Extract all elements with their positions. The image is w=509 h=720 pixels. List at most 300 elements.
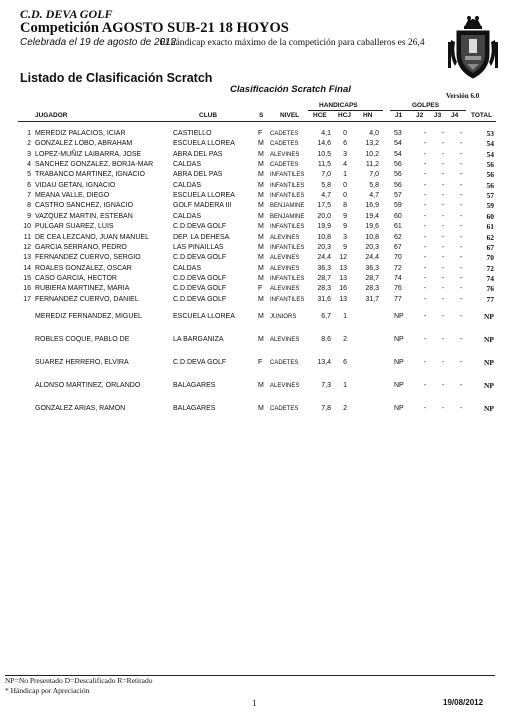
cell-j3: - xyxy=(441,405,445,412)
cell-num: 1 xyxy=(27,130,31,137)
cell-hn: 20,3 xyxy=(365,243,379,251)
cell-sex: F xyxy=(258,285,263,293)
cell-hce: 10,8 xyxy=(317,233,331,241)
cell-sex: F xyxy=(258,130,263,137)
cell-sex: M xyxy=(258,181,264,189)
cell-j2: - xyxy=(423,264,427,272)
cell-num: 4 xyxy=(27,161,31,169)
cell-club: DEP. LA DEHESA xyxy=(173,233,230,241)
col-header-hcj: HCJ xyxy=(338,112,352,119)
cell-name: VAZQUEZ MARTIN, ESTEBAN xyxy=(35,212,133,220)
cell-hcj: 6 xyxy=(343,140,347,148)
cell-j1: 57 xyxy=(394,192,402,200)
cell-nivel: INFANTILES xyxy=(270,244,305,251)
table-row xyxy=(0,150,509,160)
cell-j3: - xyxy=(441,359,445,366)
cell-j1: NP xyxy=(394,359,404,366)
cell-hn: 28,3 xyxy=(365,285,379,293)
cell-hcj: 0 xyxy=(343,181,347,189)
cell-sex: M xyxy=(258,202,264,210)
table-row xyxy=(0,233,509,243)
cell-hcj: 13 xyxy=(339,295,347,303)
cell-j1: 56 xyxy=(394,181,402,189)
cell-hn: 28,7 xyxy=(365,274,379,282)
cell-nivel: INFANTILES xyxy=(270,172,305,179)
cell-j1: 54 xyxy=(394,150,402,158)
cell-j4: - xyxy=(459,274,463,282)
cell-hn: 4,0 xyxy=(369,130,379,137)
cell-j2: - xyxy=(423,140,427,148)
cell-club: ABRA DEL PAS xyxy=(173,171,223,179)
cell-nivel: ALEVINES xyxy=(270,337,300,343)
cell-club: C.D.DEVA GOLF xyxy=(173,274,227,282)
club-name: C.D. DEVA GOLF xyxy=(20,7,113,21)
cell-hce: 4,7 xyxy=(321,192,331,200)
col-header-total: TOTAL xyxy=(471,112,493,119)
cell-name: ROALES GONZALEZ, OSCAR xyxy=(35,264,132,272)
table-row xyxy=(0,139,509,149)
cell-club: CASTIELLO xyxy=(173,130,212,137)
cell-num: 9 xyxy=(27,212,31,220)
cell-name: LOPEZ-MUÑIZ LAIBARRA, JOSE xyxy=(35,150,142,158)
cell-hn: 10,2 xyxy=(365,150,379,158)
handicaps-group-rule xyxy=(308,110,383,111)
cell-hce: 20,0 xyxy=(317,212,331,220)
cell-j1: NP xyxy=(394,336,404,343)
cell-sex: M xyxy=(258,274,264,282)
cell-nivel: ALEVINES xyxy=(270,265,300,272)
cell-j2: - xyxy=(423,130,427,137)
cell-j4: - xyxy=(459,243,463,251)
cell-hce: 6,7 xyxy=(321,313,331,320)
cell-hn: 36,3 xyxy=(365,264,379,272)
competition-title: Competición AGOSTO SUB-21 18 HOYOS xyxy=(20,20,289,36)
cell-j1: NP xyxy=(394,313,404,320)
cell-j2: - xyxy=(423,336,427,343)
cell-j2: - xyxy=(423,233,427,241)
cell-j3: - xyxy=(441,150,445,158)
table-row xyxy=(0,404,509,414)
cell-nivel: CADETES xyxy=(270,131,299,137)
cell-nivel: ALEVINES xyxy=(270,383,300,389)
cell-j4: - xyxy=(459,254,463,262)
table-row xyxy=(0,222,509,232)
cell-j1: 67 xyxy=(394,243,402,251)
golpes-group-rule xyxy=(390,110,466,111)
cell-name: FERNANDEZ CUERVO, DANIEL xyxy=(35,295,139,303)
cell-hce: 17,5 xyxy=(317,202,331,210)
cell-j1: 74 xyxy=(394,274,402,282)
cell-name: FERNANDEZ CUERVO, SERGIO xyxy=(35,254,141,262)
cell-name: TRABANCO MARTINEZ, IGNACIO xyxy=(35,171,145,179)
cell-j4: - xyxy=(459,223,463,231)
cell-hce: 14,6 xyxy=(317,140,331,148)
cell-nivel: CADETES xyxy=(270,141,299,148)
col-header-hce: HCE xyxy=(313,112,327,119)
col-header-j2: J2 xyxy=(416,112,424,119)
cell-total: 57 xyxy=(486,191,494,201)
cell-total: NP xyxy=(484,312,494,321)
cell-total: 56 xyxy=(486,180,494,190)
cell-num: 13 xyxy=(23,254,31,262)
cell-j3: - xyxy=(441,264,445,272)
cell-j4: - xyxy=(459,150,463,158)
cell-club: CALDAS xyxy=(173,212,202,220)
cell-j2: - xyxy=(423,171,427,179)
cell-total: 77 xyxy=(486,294,494,304)
cell-j3: - xyxy=(441,171,445,179)
cell-j2: - xyxy=(423,295,427,303)
cell-name: CASTRO SANCHEZ, IGNACIO xyxy=(35,202,134,210)
cell-club: ESCUELA LLOREA xyxy=(173,140,235,148)
cell-hn: 16,9 xyxy=(365,202,379,210)
cell-j4: - xyxy=(459,405,463,412)
cell-hcj: 9 xyxy=(343,212,347,220)
col-header-nivel: NIVEL xyxy=(280,112,300,119)
cell-j2: - xyxy=(423,202,427,210)
classification-subtitle: Clasificación Scratch Final xyxy=(230,84,351,95)
cell-total: 61 xyxy=(486,222,494,232)
table-row xyxy=(0,312,509,322)
cell-hn: 11,2 xyxy=(365,161,379,169)
cell-name: GONZALEZ ARIAS, RAMON xyxy=(35,405,126,412)
cell-club: C.D.DEVA GOLF xyxy=(173,295,227,303)
max-handicap-note: El hándicap exacto máximo de la competición para caballeros es 26,4 xyxy=(160,38,425,48)
cell-name: CASO GARCIA, HECTOR xyxy=(35,274,117,282)
cell-num: 11 xyxy=(23,233,31,241)
cell-j3: - xyxy=(441,192,445,200)
cell-hcj: 13 xyxy=(339,274,347,282)
table-row xyxy=(0,253,509,263)
cell-nivel: JUNIORS xyxy=(270,314,297,320)
cell-j2: - xyxy=(423,243,427,251)
cell-nivel: CADETES xyxy=(270,406,299,412)
cell-j4: - xyxy=(459,161,463,169)
col-header-j4: J4 xyxy=(451,112,459,119)
cell-j4: - xyxy=(459,181,463,189)
cell-hn: 19,6 xyxy=(365,223,379,231)
cell-sex: M xyxy=(258,233,264,241)
cell-sex: M xyxy=(258,243,264,251)
cell-hcj: 1 xyxy=(343,382,347,389)
cell-hcj: 3 xyxy=(343,233,347,241)
cell-club: CALDAS xyxy=(173,181,202,189)
cell-club: ABRA DEL PAS xyxy=(173,150,223,158)
cell-sex: F xyxy=(258,359,263,366)
cell-club: GOLF MADERA III xyxy=(173,202,232,210)
table-row xyxy=(0,295,509,305)
cell-total: 56 xyxy=(486,160,494,170)
cell-hcj: 2 xyxy=(343,336,347,343)
cell-nivel: ALEVINES xyxy=(270,255,300,262)
cell-club: LAS PINAILLAS xyxy=(173,243,224,251)
cell-hce: 5,8 xyxy=(321,181,331,189)
cell-num: 15 xyxy=(23,274,31,282)
cell-nivel: INFANTILES xyxy=(270,275,305,282)
cell-hcj: 3 xyxy=(343,150,347,158)
cell-j4: - xyxy=(459,336,463,343)
cell-j1: 56 xyxy=(394,171,402,179)
cell-j1: 53 xyxy=(394,130,402,137)
cell-j3: - xyxy=(441,382,445,389)
cell-sex: M xyxy=(258,264,264,272)
cell-j4: - xyxy=(459,264,463,272)
cell-name: MEREDIZ FERNANDEZ, MIGUEL xyxy=(35,313,142,320)
cell-club: LA BARGANIZA xyxy=(173,336,224,343)
cell-j1: 59 xyxy=(394,202,402,210)
cell-total: 70 xyxy=(486,253,494,263)
cell-hcj: 16 xyxy=(339,285,347,293)
cell-nivel: ALEVINES xyxy=(270,286,300,293)
cell-hcj: 9 xyxy=(343,243,347,251)
table-row xyxy=(0,243,509,253)
cell-j3: - xyxy=(441,181,445,189)
cell-j2: - xyxy=(423,359,427,366)
cell-j4: - xyxy=(459,202,463,210)
cell-hcj: 0 xyxy=(343,130,347,137)
cell-hce: 28,3 xyxy=(317,285,331,293)
col-header-sexo: S xyxy=(259,112,264,119)
cell-hce: 13,4 xyxy=(317,359,331,366)
cell-j4: - xyxy=(459,192,463,200)
cell-hcj: 13 xyxy=(339,264,347,272)
cell-name: SUAREZ HERRERO, ELVIRA xyxy=(35,359,129,366)
cell-j4: - xyxy=(459,140,463,148)
cell-sex: M xyxy=(258,161,264,169)
table-row xyxy=(0,181,509,191)
club-crest-logo xyxy=(447,12,499,84)
cell-hcj: 1 xyxy=(343,313,347,320)
cell-num: 7 xyxy=(27,192,31,200)
cell-hn: 10,8 xyxy=(365,233,379,241)
cell-j4: - xyxy=(459,295,463,303)
cell-nivel: ALEVINES xyxy=(270,151,300,158)
cell-name: VIDAU GETAN, IGNACIO xyxy=(35,181,116,189)
cell-hce: 20,3 xyxy=(317,243,331,251)
cell-j2: - xyxy=(423,223,427,231)
handicaps-group-header: HANDICAPS xyxy=(319,102,358,109)
cell-club: ESCUELA LLOREA xyxy=(173,313,235,320)
cell-j1: NP xyxy=(394,382,404,389)
cell-club: ESCUELA LLOREA xyxy=(173,192,235,200)
cell-hce: 4,1 xyxy=(321,130,331,137)
cell-j3: - xyxy=(441,285,445,293)
cell-nivel: INFANTILES xyxy=(270,224,305,231)
cell-hn: 19,4 xyxy=(365,212,379,220)
cell-num: 5 xyxy=(27,171,31,179)
cell-j2: - xyxy=(423,192,427,200)
cell-total: 74 xyxy=(486,273,494,283)
cell-name: ALONSO MARTINEZ, ORLANDO xyxy=(35,382,141,389)
cell-j1: 70 xyxy=(394,254,402,262)
cell-name: GARCIA SERRANO, PEDRO xyxy=(35,243,127,251)
cell-nivel: CADETES xyxy=(270,360,299,366)
cell-hcj: 1 xyxy=(343,171,347,179)
cell-num: 14 xyxy=(23,264,31,272)
cell-hn: 24,4 xyxy=(365,254,379,262)
cell-hcj: 0 xyxy=(343,192,347,200)
cell-num: 8 xyxy=(27,202,31,210)
cell-sex: M xyxy=(258,212,264,220)
cell-j3: - xyxy=(441,130,445,137)
table-row xyxy=(0,284,509,294)
table-row xyxy=(0,335,509,345)
cell-j1: 72 xyxy=(394,264,402,272)
cell-j2: - xyxy=(423,382,427,389)
cell-hce: 7,0 xyxy=(321,171,331,179)
cell-nivel: INFANTILES xyxy=(270,182,305,189)
cell-j3: - xyxy=(441,295,445,303)
cell-hn: 4,7 xyxy=(369,192,379,200)
table-row xyxy=(0,160,509,170)
cell-nivel: BENJAMINE xyxy=(270,213,305,220)
cell-total: 53 xyxy=(486,129,494,138)
cell-num: 17 xyxy=(23,295,31,303)
cell-num: 16 xyxy=(23,285,31,293)
cell-hcj: 8 xyxy=(343,202,347,210)
cell-j2: - xyxy=(423,285,427,293)
cell-num: 10 xyxy=(23,223,31,231)
cell-j2: - xyxy=(423,274,427,282)
cell-j1: 60 xyxy=(394,212,402,220)
cell-sex: M xyxy=(258,171,264,179)
cell-nivel: INFANTILES xyxy=(270,296,305,303)
cell-nivel: INFANTILES xyxy=(270,193,305,200)
cell-hn: 31,7 xyxy=(365,295,379,303)
cell-name: ROBLES COQUE, PABLO DE xyxy=(35,336,130,343)
cell-total: 62 xyxy=(486,232,494,242)
cell-hcj: 12 xyxy=(339,254,347,262)
cell-sex: M xyxy=(258,336,264,343)
cell-name: DE CEA LEZCANO, JUAN MANUEL xyxy=(35,233,149,241)
cell-name: GONZALEZ LOBO, ABRAHAM xyxy=(35,140,133,148)
handicap-legend: * Hándicap por Apreciación xyxy=(5,686,90,695)
cell-j4: - xyxy=(459,130,463,137)
cell-club: C.D.DEVA GOLF xyxy=(173,285,227,293)
cell-hce: 11,5 xyxy=(317,161,331,169)
page-number: 1 xyxy=(252,698,257,708)
cell-hce: 36,3 xyxy=(317,264,331,272)
cell-j1: 76 xyxy=(394,285,402,293)
cell-name: MEANA VALLE, DIEGO xyxy=(35,192,110,200)
col-header-hn: HN xyxy=(363,112,373,119)
cell-total: 54 xyxy=(486,139,494,149)
golpes-group-header: GOLPES xyxy=(412,102,440,109)
col-header-club: CLUB xyxy=(199,112,218,119)
cell-name: PULGAR SUAREZ, LUIS xyxy=(35,223,114,231)
cell-hcj: 4 xyxy=(343,161,347,169)
cell-total: 54 xyxy=(486,149,494,159)
list-title: Listado de Clasificación Scratch xyxy=(20,71,213,85)
cell-total: NP xyxy=(484,381,494,390)
cell-num: 12 xyxy=(23,243,31,251)
cell-hce: 10,5 xyxy=(317,150,331,158)
cell-total: 67 xyxy=(486,242,494,252)
cell-j2: - xyxy=(423,161,427,169)
table-row xyxy=(0,129,509,139)
table-row xyxy=(0,274,509,284)
cell-nivel: CADETES xyxy=(270,162,299,169)
cell-total: NP xyxy=(484,404,494,413)
cell-sex: M xyxy=(258,313,264,320)
cell-sex: M xyxy=(258,223,264,231)
cell-hce: 31,6 xyxy=(317,295,331,303)
cell-total: NP xyxy=(484,335,494,344)
cell-nivel: ALEVINES xyxy=(270,234,300,241)
cell-j4: - xyxy=(459,359,463,366)
cell-j2: - xyxy=(423,212,427,220)
cell-j3: - xyxy=(441,223,445,231)
celebration-date: Celebrada el 19 de agosto de 2012 xyxy=(20,37,177,48)
col-header-j3: J3 xyxy=(434,112,442,119)
cell-sex: M xyxy=(258,295,264,303)
cell-hce: 24,4 xyxy=(317,254,331,262)
cell-hn: 7,0 xyxy=(369,171,379,179)
cell-j4: - xyxy=(459,382,463,389)
table-row xyxy=(0,212,509,222)
cell-total: 72 xyxy=(486,263,494,273)
cell-sex: M xyxy=(258,405,264,412)
cell-j2: - xyxy=(423,150,427,158)
header-rule xyxy=(18,121,496,122)
cell-hn: 5,8 xyxy=(369,181,379,189)
cell-j1: 62 xyxy=(394,233,402,241)
status-legend: NP=No Presentado D=Descalificado R=Retirado xyxy=(5,676,153,685)
cell-total: 76 xyxy=(486,284,494,294)
col-header-j1: J1 xyxy=(395,112,403,119)
cell-j2: - xyxy=(423,254,427,262)
cell-j3: - xyxy=(441,140,445,148)
cell-hcj: 9 xyxy=(343,223,347,231)
cell-club: CALDAS xyxy=(173,264,202,272)
cell-sex: M xyxy=(258,254,264,262)
cell-total: NP xyxy=(484,358,494,367)
cell-club: C.D.DEVA GOLF xyxy=(173,254,227,262)
cell-hce: 19,9 xyxy=(317,223,331,231)
cell-sex: M xyxy=(258,140,264,148)
cell-j1: 77 xyxy=(394,295,402,303)
table-row xyxy=(0,264,509,274)
cell-j4: - xyxy=(459,233,463,241)
cell-j3: - xyxy=(441,274,445,282)
cell-hcj: 2 xyxy=(343,405,347,412)
cell-hce: 7,8 xyxy=(321,405,331,412)
cell-j4: - xyxy=(459,171,463,179)
cell-hce: 8,6 xyxy=(321,336,331,343)
cell-j3: - xyxy=(441,202,445,210)
cell-j4: - xyxy=(459,313,463,320)
cell-num: 3 xyxy=(27,150,31,158)
cell-j3: - xyxy=(441,243,445,251)
cell-j1: 54 xyxy=(394,140,402,148)
cell-sex: M xyxy=(258,150,264,158)
cell-j4: - xyxy=(459,212,463,220)
cell-club: CALDAS xyxy=(173,161,202,169)
cell-club: BALAGARES xyxy=(173,405,216,412)
cell-hce: 28,7 xyxy=(317,274,331,282)
cell-club: C.D.DEVA GOLF xyxy=(173,223,227,231)
cell-j3: - xyxy=(441,161,445,169)
cell-num: 6 xyxy=(27,181,31,189)
cell-hce: 7,3 xyxy=(321,382,331,389)
cell-name: SANCHEZ GONZALEZ, BORJA-MAR xyxy=(35,161,154,169)
cell-j4: - xyxy=(459,285,463,293)
table-row xyxy=(0,381,509,391)
cell-club: C.D.DEVA GOLF xyxy=(173,359,227,366)
cell-j1: 56 xyxy=(394,161,402,169)
cell-j2: - xyxy=(423,181,427,189)
table-row xyxy=(0,170,509,180)
